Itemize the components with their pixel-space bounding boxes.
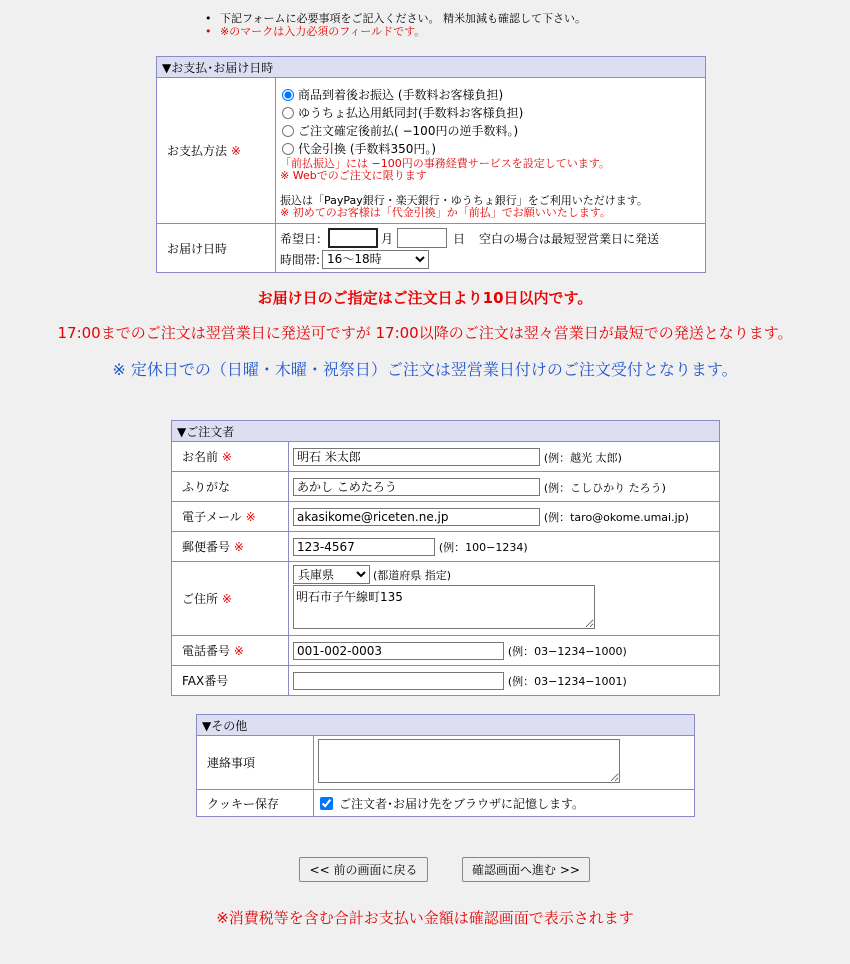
other-table [196,714,695,817]
payment-option-label: ゆうちょ払込用紙同封(手数料お客様負担) [298,106,524,120]
payment-option-cod[interactable] [280,140,701,158]
required-mark: ※ [233,540,244,554]
tel-hint: (例：03−1234−1000) [507,644,627,658]
cookie-checkbox[interactable] [320,797,333,810]
prepay-note: 「前払振込」には −100円の事務経費サービスを設定しています。 [280,156,610,170]
email-label-text: 電子メール [182,510,242,524]
payment-table [156,56,706,273]
time-slot-label: 時間帯: [280,252,321,267]
prefecture-hint: (都道府県 指定) [373,568,452,582]
name-input[interactable] [293,448,540,466]
kana-hint: (例：こしひかり たろう) [543,481,666,494]
payment-option-label: 商品到着後お振込 (手数料お客様負担) [298,88,504,102]
prefecture-select[interactable] [293,565,370,584]
delivery-date-label: お届け日時 [157,224,276,273]
bank-note: 振込は「PayPay銀行・楽天銀行・ゆうちょ銀行」をご利用いただけます。 [280,193,648,207]
payment-method-label [157,78,276,224]
instruction-item: • 下記フォームに必要事項をご記入ください。 精米加減も確認して下さい。 [205,12,586,25]
name-hint: (例：越光 太郎) [543,451,622,464]
zip-label [172,532,289,562]
payment-option-transfer-after[interactable] [280,86,701,104]
kana-label: ふりがな [172,472,289,502]
day-input[interactable] [397,228,447,248]
orderer-header: ▼ご注文者 [172,421,720,442]
delivery-date-cell [276,224,706,273]
payment-option-label: 代金引換 (手数料350円。) [298,142,437,156]
other-header: ▼その他 [197,715,695,736]
radio-postal[interactable] [282,107,294,119]
contact-label: 連絡事項 [197,736,314,790]
cookie-checkbox-label[interactable] [318,795,688,812]
radio-transfer-after[interactable] [282,89,294,101]
radio-cod[interactable] [282,143,294,155]
orderer-table [171,420,720,696]
required-mark: ※ [230,144,241,158]
email-label [172,502,289,532]
payment-option-label: ご注文確定後前払( −100円の逆手数料。) [298,124,519,138]
email-hint: (例：taro@okome.umai.jp) [543,510,689,524]
name-label [172,442,289,472]
required-mark: ※ [221,592,232,606]
required-mark: ※ [221,450,232,464]
zip-input[interactable] [293,538,435,556]
cookie-cell [314,790,695,817]
payment-option-prepay[interactable] [280,122,701,140]
cookie-label: クッキー保存 [197,790,314,817]
payment-method-label-text: お支払方法 [167,144,228,158]
zip-cell [289,532,720,562]
zip-hint: (例：100−1234) [438,540,528,554]
name-label-text: お名前 [182,450,219,464]
kana-input[interactable] [293,478,540,496]
fax-cell [289,666,720,696]
month-label: 月 [381,231,394,246]
fax-hint: (例：03−1234−1001) [507,674,627,688]
required-mark: ※ [245,510,256,524]
cookie-text: ご注文者･お届け先をブラウザに記憶します。 [339,796,585,811]
tel-cell [289,636,720,666]
web-only-note: ※ Webでのご注文に限ります [280,168,427,182]
blank-date-note: 空白の場合は最短翌営業日に発送 [479,231,660,246]
contact-cell [314,736,695,790]
email-input[interactable] [293,508,540,526]
delivery-limit-notice: お届け日のご指定はご注文日より10日以内です。 [257,289,593,307]
fax-label: FAX番号 [172,666,289,696]
radio-prepay[interactable] [282,125,294,137]
name-cell [289,442,720,472]
kana-cell [289,472,720,502]
shipping-cutoff-notice: 17:00までのご注文は翌営業日に発送可ですが 17:00以降のご注文は翌々営業日が最短での発送となります。 [57,324,793,342]
holiday-notice: ※ 定休日での（日曜・木曜・祝祭日）ご注文は翌営業日付けのご注文受付となります。 [112,360,738,379]
contact-textarea[interactable] [318,739,620,783]
first-time-note: ※ 初めてのお客様は「代金引換」か「前払」でお願いいたします。 [280,205,611,219]
payment-header: ▼お支払･お届け日時 [157,57,706,78]
back-button[interactable]: << 前の画面に戻る [299,857,428,882]
month-input[interactable] [328,228,378,248]
address-label [172,562,289,636]
day-label: 日 [453,231,466,246]
tax-notice: ※消費税等を含む合計お支払い金額は確認画面で表示されます [216,909,634,927]
tel-label-text: 電話番号 [182,644,231,658]
instruction-list [205,12,586,38]
desired-date-label: 希望日： [280,231,329,246]
tel-input[interactable] [293,642,504,660]
time-slot-select[interactable] [322,250,429,269]
instruction-item-required: • ※のマークは入力必須のフィールドです。 [205,25,586,38]
address-textarea[interactable] [293,585,595,629]
zip-label-text: 郵便番号 [182,540,231,554]
confirm-button[interactable]: 確認画面へ進む >> [462,857,590,882]
fax-input[interactable] [293,672,504,690]
tel-label [172,636,289,666]
payment-option-postal[interactable] [280,104,701,122]
address-cell [289,562,720,636]
payment-method-options [276,78,706,224]
required-mark: ※ [233,644,244,658]
address-label-text: ご住所 [182,592,219,606]
email-cell [289,502,720,532]
